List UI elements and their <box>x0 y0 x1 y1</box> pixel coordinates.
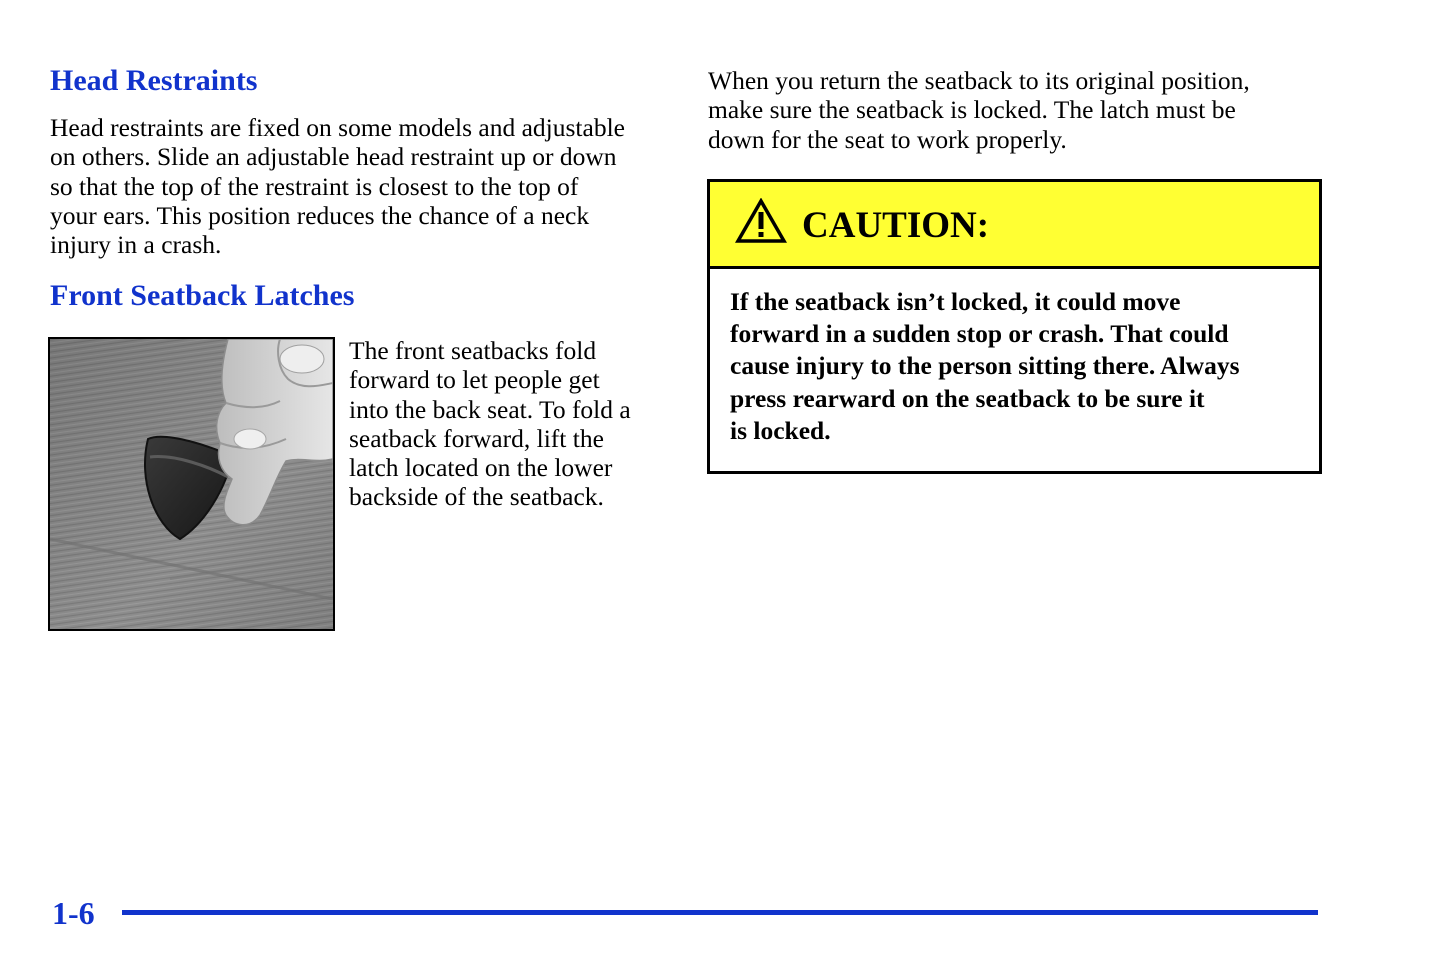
paragraph-line: so that the top of the restraint is closest to the top of <box>50 171 579 201</box>
head-restraints-heading: Head Restraints <box>50 64 258 97</box>
paragraph-line: latch located on the lower <box>349 453 613 483</box>
seatback-return-paragraph <box>708 66 1348 154</box>
paragraph-line: injury in a crash. <box>50 230 222 260</box>
paragraph-line: seatback forward, lift the <box>349 423 604 453</box>
caution-line: cause injury to the person sitting there. Always <box>730 351 1240 381</box>
latch-photo-illustration <box>50 339 333 629</box>
head-restraints-paragraph <box>50 113 670 259</box>
seatback-latch-photo <box>48 337 335 631</box>
front-seatback-latches-heading: Front Seatback Latches <box>50 279 355 312</box>
page-number: 1-6 <box>52 895 95 931</box>
paragraph-line: Head restraints are fixed on some models and adjustable <box>50 113 625 142</box>
caution-line: forward in a sudden stop or crash. That could <box>730 319 1229 349</box>
seatback-latches-paragraph <box>349 336 669 512</box>
paragraph-line: down for the seat to work properly. <box>708 124 1067 154</box>
paragraph-line: backside of the seatback. <box>349 482 604 512</box>
paragraph-line: When you return the seatback to its original position, <box>708 66 1250 95</box>
caution-line: is locked. <box>730 415 831 445</box>
paragraph-line: your ears. This position reduces the chance of a neck <box>50 200 590 230</box>
caution-box <box>707 179 1322 474</box>
paragraph-line: into the back seat. To fold a <box>349 394 631 424</box>
caution-title: CAUTION: <box>802 205 990 246</box>
paragraph-line: forward to let people get <box>349 365 600 395</box>
caution-header <box>710 182 1319 269</box>
footer-rule <box>122 910 1318 915</box>
paragraph-line: The front seatbacks fold <box>349 336 597 365</box>
paragraph-line: make sure the seatback is locked. The latch must be <box>708 95 1236 125</box>
caution-line: press rearward on the seatback to be sure it <box>730 383 1205 413</box>
caution-text <box>730 286 1300 447</box>
caution-line: If the seatback isn’t locked, it could move <box>730 287 1181 316</box>
paragraph-line: on others. Slide an adjustable head restraint up or down <box>50 142 617 172</box>
warning-triangle-icon <box>735 198 787 244</box>
